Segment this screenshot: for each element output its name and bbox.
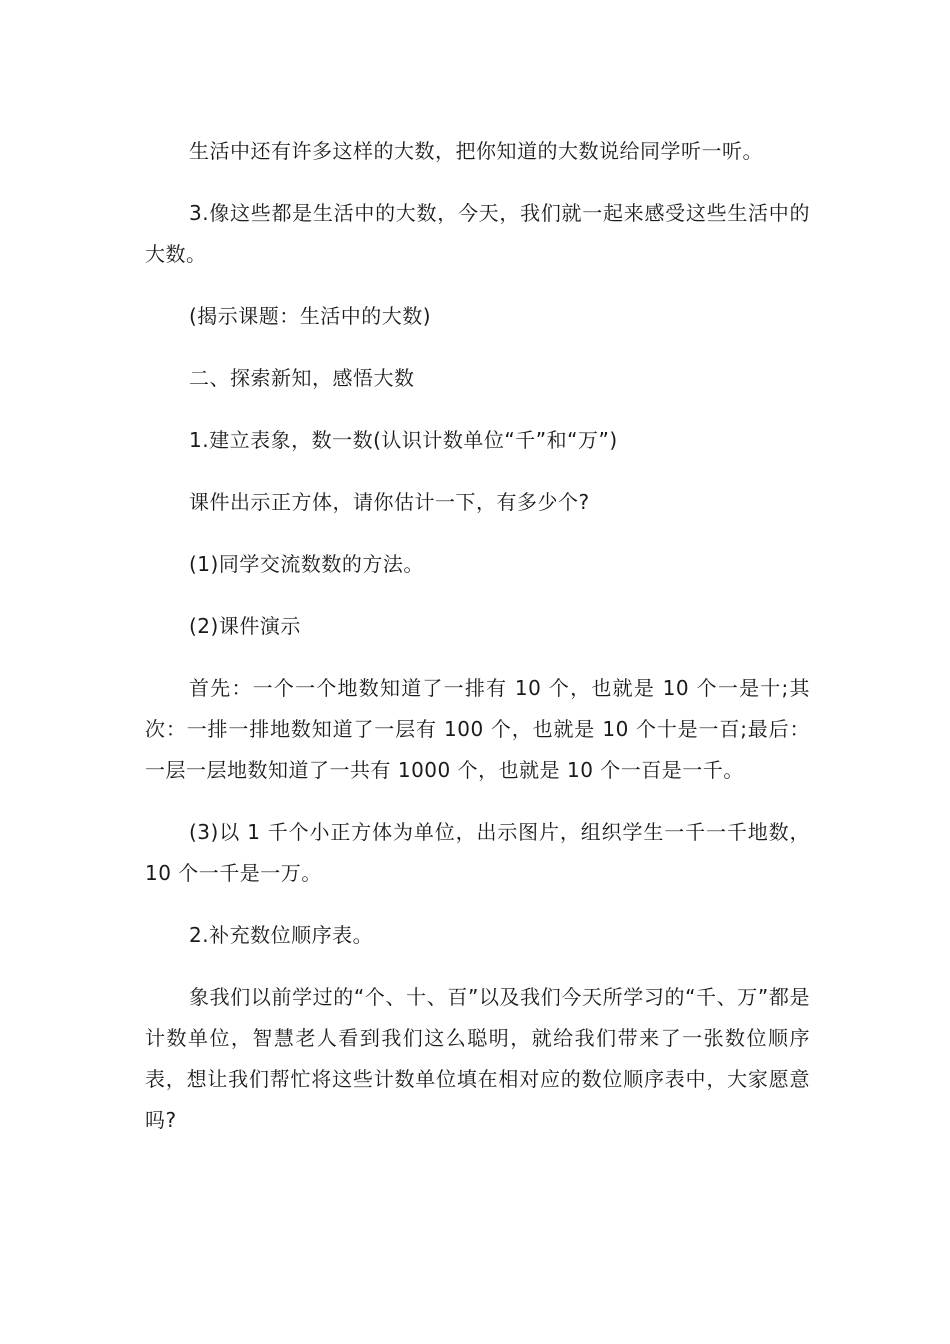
paragraph-10: (3)以 1 千个小正方体为单位，出示图片，组织学生一千一千地数，10 个一千是一万。 [145,820,810,885]
paragraph-12: 象我们以前学过的“个、十、百”以及我们今天所学习的“千、万”都是计数单位，智慧老人看到我们这么聪明，就给我们带来了一张数位顺序表，想让我们帮忙将这些计数单位填在相对应的数位顺序表中，大家愿意吗? [145,985,810,1132]
paragraph-8: (2)课件演示 [189,614,301,638]
paragraph-3: (揭示课题：生活中的大数) [189,304,432,328]
paragraph-5: 1.建立表象，数一数(认识计数单位“千”和“万”) [189,428,618,452]
paragraph-11: 2.补充数位顺序表。 [189,923,374,947]
paragraph-9: 首先：一个一个地数知道了一排有 10 个，也就是 10 个一是十;其次：一排一排地数知道了一层有 100 个，也就是 10 个十是一百;最后：一层一层地数知道了一共有 1000 个，也就是 10 个一百是一千。 [145,676,810,782]
paragraph-1: 生活中还有许多这样的大数，把你知道的大数说给同学听一听。 [189,139,763,163]
paragraph-2: 3.像这些都是生活中的大数，今天，我们就一起来感受这些生活中的大数。 [145,201,810,266]
paragraph-7: (1)同学交流数数的方法。 [189,552,424,576]
document-body [145,131,810,1141]
paragraph-6: 课件出示正方体，请你估计一下，有多少个? [189,490,590,514]
section-heading: 二、探索新知，感悟大数 [189,366,415,390]
